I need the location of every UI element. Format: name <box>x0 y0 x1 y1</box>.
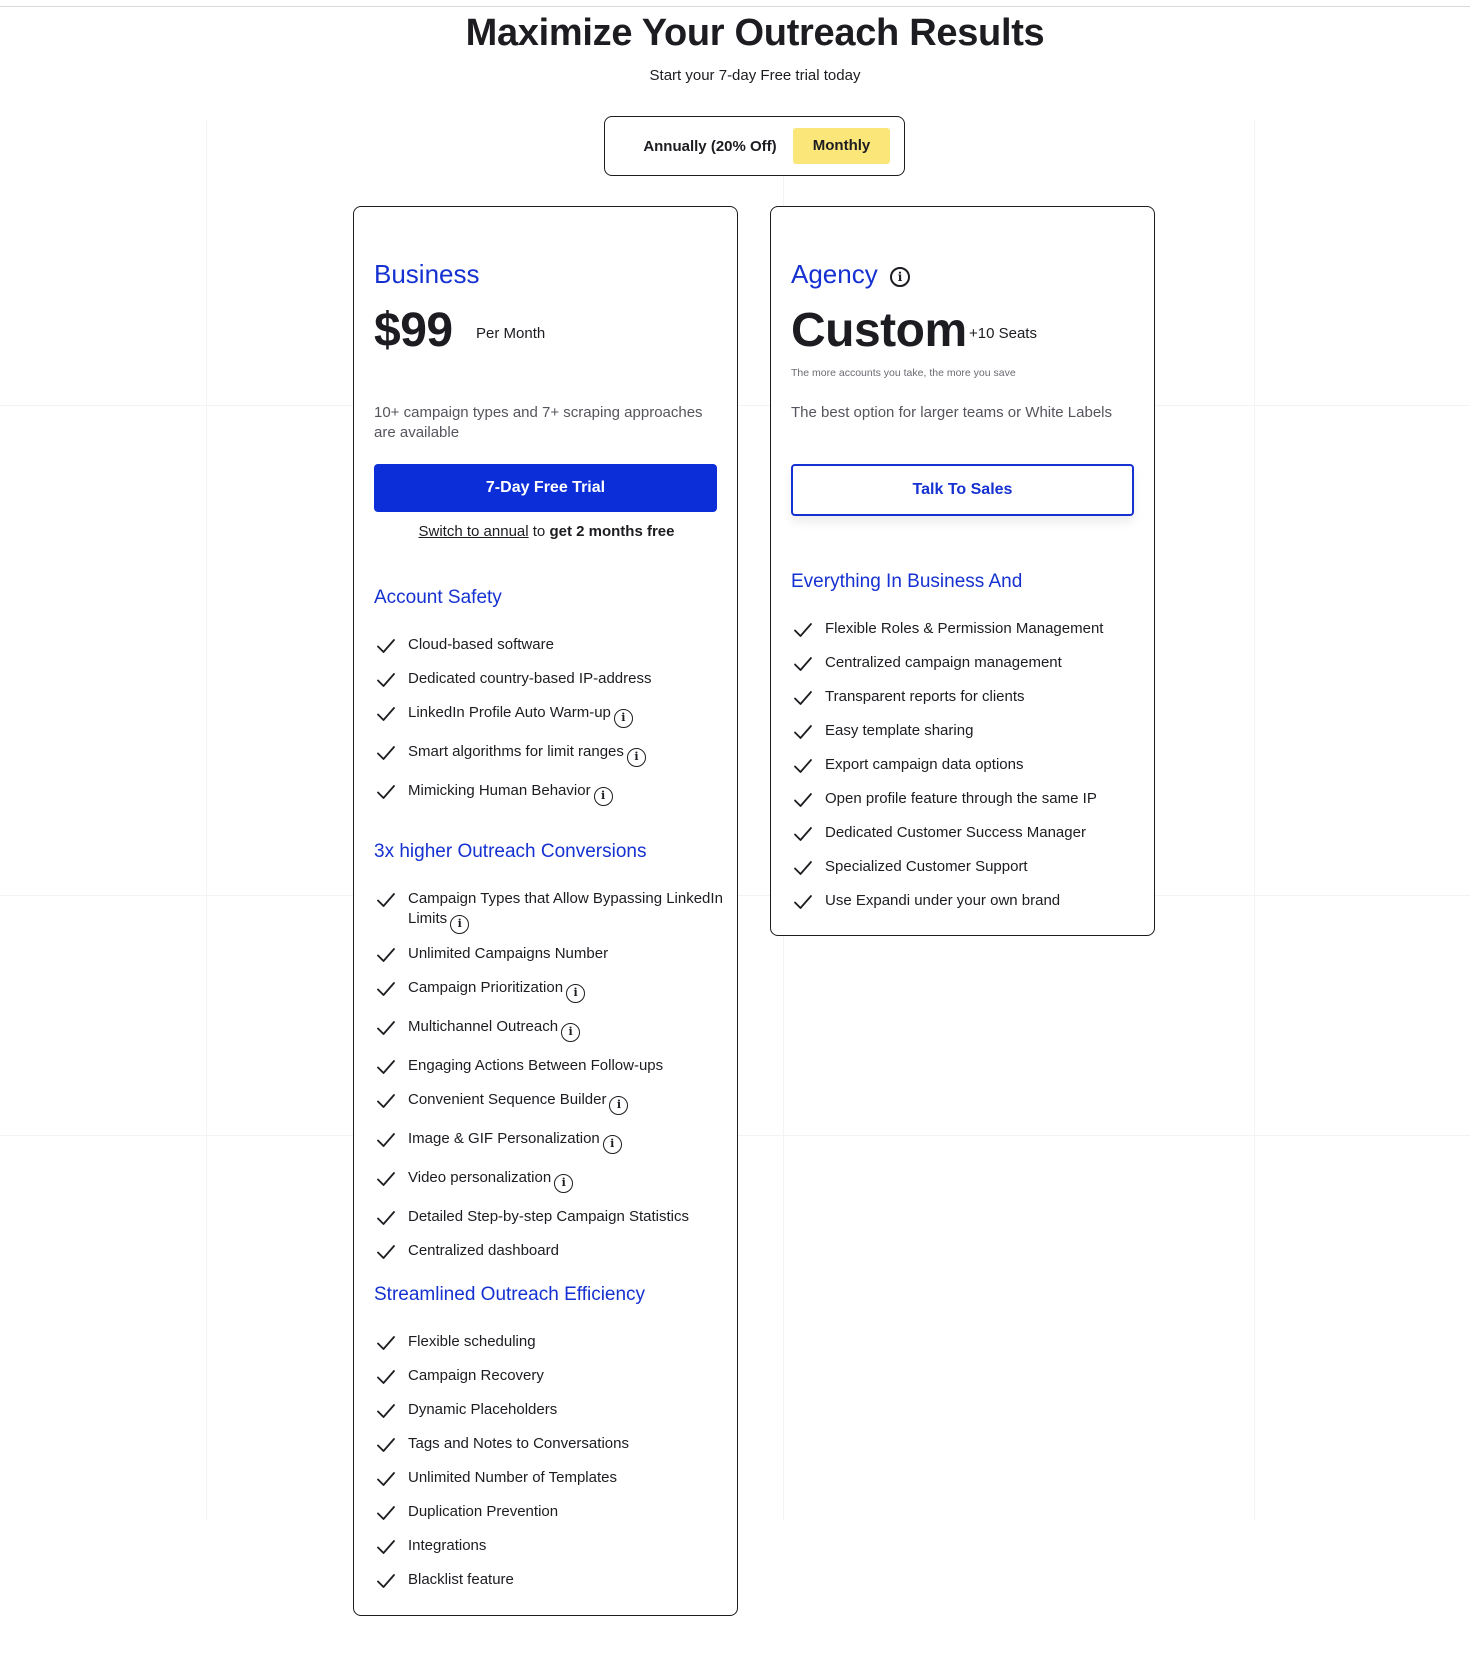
feature-text: Export campaign data options <box>825 756 1024 773</box>
check-icon <box>376 1369 396 1385</box>
feature-item <box>374 1017 724 1042</box>
info-icon[interactable]: i <box>594 787 613 806</box>
feature-text: Blacklist feature <box>408 1571 514 1588</box>
check-icon <box>376 1539 396 1555</box>
feature-item <box>791 857 1141 877</box>
check-icon <box>376 1093 396 1109</box>
feature-item <box>374 1129 724 1154</box>
check-icon <box>793 860 813 876</box>
info-icon[interactable]: i <box>561 1023 580 1042</box>
check-icon <box>376 1059 396 1075</box>
feature-text: Dynamic Placeholders <box>408 1401 558 1418</box>
info-icon[interactable]: i <box>609 1096 628 1115</box>
feature-item <box>791 789 1141 809</box>
check-icon <box>376 1505 396 1521</box>
feature-item <box>374 978 724 1003</box>
feature-text: Easy template sharing <box>825 722 974 739</box>
feature-text: Convenient Sequence Builder <box>408 1091 607 1108</box>
feature-item <box>374 1056 724 1076</box>
check-icon <box>376 672 396 688</box>
business-plan-name: Business <box>374 259 480 289</box>
check-icon <box>793 690 813 706</box>
business-plan-card <box>353 206 738 1616</box>
business-price-unit: Per Month <box>476 325 546 342</box>
feature-text: Transparent reports for clients <box>825 688 1025 705</box>
check-icon <box>376 1171 396 1187</box>
check-icon <box>793 758 813 774</box>
business-description: 10+ campaign types and 7+ scraping approaches are available <box>374 404 703 441</box>
check-icon <box>376 1244 396 1260</box>
check-icon <box>793 724 813 740</box>
check-icon <box>376 1132 396 1148</box>
check-icon <box>376 1020 396 1036</box>
free-trial-button[interactable]: 7-Day Free Trial <box>374 464 717 512</box>
feature-text: Dedicated country-based IP-address <box>408 670 652 687</box>
feature-text: Duplication Prevention <box>408 1503 559 1520</box>
annual-switch-note <box>354 523 739 540</box>
billing-toggle <box>604 116 905 176</box>
business-price: $99 <box>374 304 453 357</box>
feature-text: LinkedIn Profile Auto Warm-up <box>408 704 611 721</box>
talk-to-sales-button[interactable]: Talk To Sales <box>791 464 1134 516</box>
background-grid-line <box>1254 120 1255 1520</box>
check-icon <box>376 1335 396 1351</box>
feature-item <box>374 944 724 964</box>
check-icon <box>376 706 396 722</box>
feature-text: Cloud-based software <box>408 636 554 653</box>
feature-item <box>374 1536 724 1556</box>
feature-item <box>374 1207 724 1227</box>
feature-item <box>374 635 724 655</box>
feature-item <box>374 1434 724 1454</box>
feature-text: Use Expandi under your own brand <box>825 892 1061 909</box>
check-icon <box>793 894 813 910</box>
feature-list-efficiency <box>374 1332 724 1604</box>
feature-item <box>374 1502 724 1522</box>
feature-item <box>791 721 1141 741</box>
background-grid-line <box>206 120 207 1520</box>
check-icon <box>376 784 396 800</box>
feature-text: Image & GIF Personalization <box>408 1130 600 1147</box>
feature-text: Campaign Types that Allow Bypassing LinkedIn Limits <box>408 890 723 927</box>
feature-text: Mimicking Human Behavior <box>408 782 591 799</box>
feature-item <box>374 1168 724 1193</box>
feature-item <box>374 1241 724 1261</box>
feature-text: Video personalization <box>408 1169 552 1186</box>
feature-item <box>791 653 1141 673</box>
section-title-account-safety: Account Safety <box>374 587 502 608</box>
feature-item <box>374 1400 724 1420</box>
feature-item <box>374 1468 724 1488</box>
agency-plan-name: Agency <box>791 259 878 289</box>
feature-item <box>374 1332 724 1352</box>
feature-item <box>374 703 724 728</box>
feature-item <box>791 823 1141 843</box>
section-title-everything-in-business: Everything In Business And <box>791 571 1023 592</box>
feature-text: Open profile feature through the same IP <box>825 790 1097 807</box>
feature-text: Dedicated Customer Success Manager <box>825 824 1086 841</box>
check-icon <box>376 892 396 908</box>
check-icon <box>376 1403 396 1419</box>
feature-item <box>374 1090 724 1115</box>
feature-text: Engaging Actions Between Follow-ups <box>408 1057 664 1074</box>
agency-price: Custom <box>791 304 967 357</box>
info-icon[interactable]: i <box>603 1135 622 1154</box>
feature-text: Centralized campaign management <box>825 654 1062 671</box>
check-icon <box>376 947 396 963</box>
feature-text: Detailed Step-by-step Campaign Statistics <box>408 1208 689 1225</box>
feature-list-agency <box>791 619 1141 925</box>
feature-item <box>791 891 1141 911</box>
monthly-toggle-button[interactable]: Monthly <box>793 128 890 164</box>
feature-item <box>791 687 1141 707</box>
check-icon <box>793 826 813 842</box>
check-icon <box>376 1573 396 1589</box>
annual-to-text: to <box>532 523 546 540</box>
check-icon <box>376 1210 396 1226</box>
top-divider <box>0 6 1470 7</box>
feature-item <box>374 669 724 689</box>
check-icon <box>376 638 396 654</box>
agency-plan-card <box>770 206 1155 936</box>
feature-text: Tags and Notes to Conversations <box>408 1435 629 1452</box>
feature-text: Unlimited Number of Templates <box>408 1469 617 1486</box>
check-icon <box>376 1471 396 1487</box>
feature-text: Integrations <box>408 1537 487 1554</box>
page-subtitle: Start your 7-day Free trial today <box>649 67 861 84</box>
info-icon[interactable]: i <box>554 1174 573 1193</box>
feature-text: Flexible scheduling <box>408 1333 536 1350</box>
agency-save-note: The more accounts you take, the more you save <box>791 367 1016 379</box>
agency-description: The best option for larger teams or White Labels <box>791 404 1112 421</box>
info-icon[interactable]: i <box>450 915 469 934</box>
feature-item <box>374 1366 724 1386</box>
check-icon <box>376 745 396 761</box>
feature-text: Smart algorithms for limit ranges <box>408 743 624 760</box>
feature-text: Campaign Recovery <box>408 1367 544 1384</box>
check-icon <box>793 622 813 638</box>
page-title: Maximize Your Outreach Results <box>465 12 1045 54</box>
check-icon <box>376 1437 396 1453</box>
feature-text: Multichannel Outreach <box>408 1018 559 1035</box>
feature-list-account-safety <box>374 635 724 820</box>
feature-item <box>374 889 724 934</box>
annual-bonus-text: get 2 months free <box>549 523 675 540</box>
info-icon[interactable]: i <box>627 748 646 767</box>
info-icon[interactable]: i <box>614 709 633 728</box>
feature-item <box>374 781 724 806</box>
switch-to-annual-link[interactable]: Switch to annual <box>418 523 529 540</box>
feature-text: Centralized dashboard <box>408 1242 559 1259</box>
annual-toggle-button[interactable]: Annually (20% Off) <box>625 129 795 165</box>
feature-text: Campaign Prioritization <box>408 979 564 996</box>
feature-list-conversions <box>374 889 724 1275</box>
feature-text: Unlimited Campaigns Number <box>408 945 609 962</box>
section-title-conversions: 3x higher Outreach Conversions <box>374 841 647 862</box>
feature-item <box>374 1570 724 1590</box>
info-icon[interactable]: i <box>890 267 910 287</box>
check-icon <box>793 656 813 672</box>
feature-item <box>791 619 1141 639</box>
feature-item <box>374 742 724 767</box>
info-icon[interactable]: i <box>566 984 585 1003</box>
check-icon <box>376 981 396 997</box>
section-title-efficiency: Streamlined Outreach Efficiency <box>374 1284 646 1305</box>
feature-text: Specialized Customer Support <box>825 858 1028 875</box>
check-icon <box>793 792 813 808</box>
feature-text: Flexible Roles & Permission Management <box>825 620 1104 637</box>
agency-seats: +10 Seats <box>969 325 1037 342</box>
feature-item <box>791 755 1141 775</box>
